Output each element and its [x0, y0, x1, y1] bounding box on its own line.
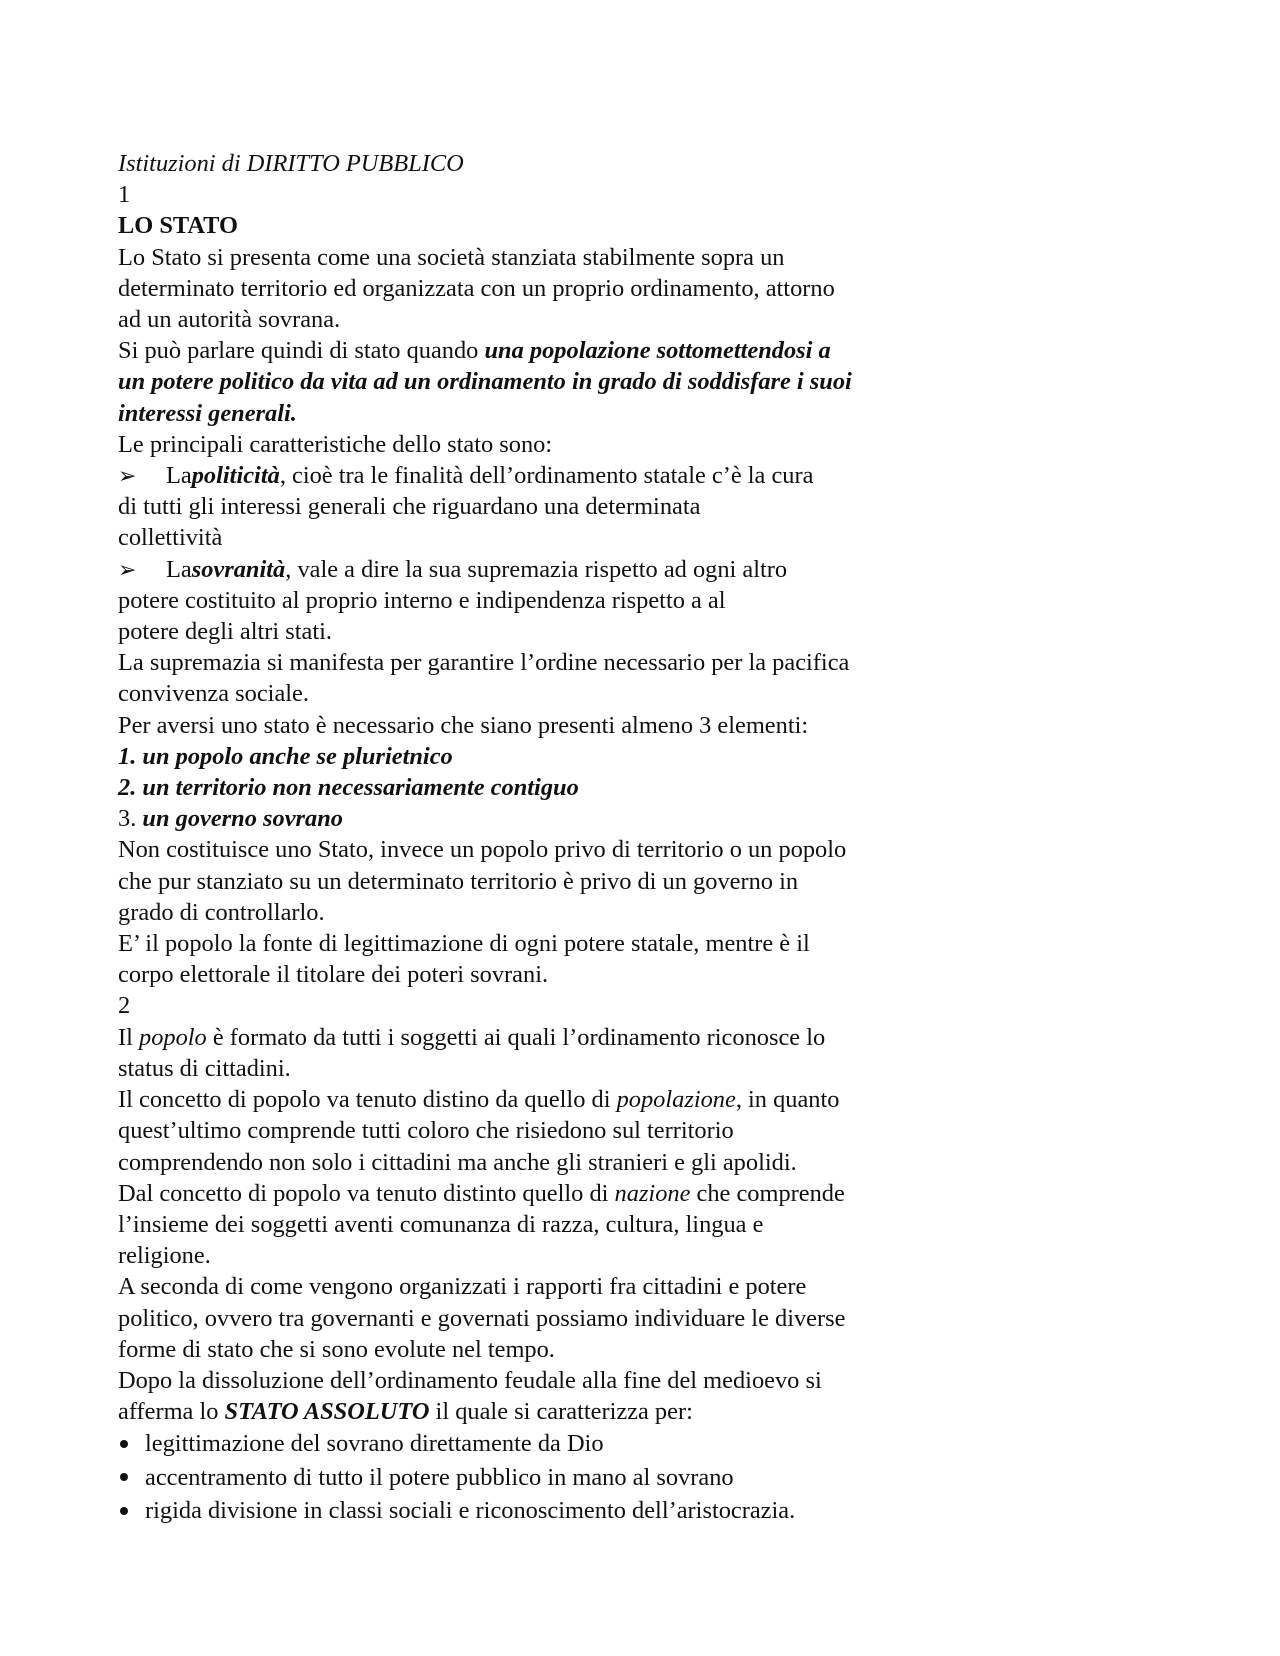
text-span: , vale a dire la sua supremazia rispetto ad ogni altro — [285, 555, 788, 583]
paragraph-definition — [118, 242, 948, 336]
arrow-bullet-icon: ➢ — [118, 463, 137, 489]
paragraph-popolo — [118, 1022, 948, 1084]
paragraph-elements-intro: Per aversi uno stato è necessario che siano presenti almeno 3 elementi: — [118, 711, 809, 739]
text-line: quest’ultimo comprende tutti coloro che risiedono sul territorio — [118, 1117, 734, 1145]
emphasis-line: interessi generali. — [118, 399, 297, 427]
document-body — [118, 148, 948, 1528]
absolute-state-features — [118, 1427, 948, 1527]
text-line — [118, 335, 948, 366]
list-item — [118, 1494, 948, 1527]
characteristic-politicita — [118, 460, 948, 554]
list-item — [118, 1427, 948, 1460]
term-sovranita: sovranità — [191, 555, 286, 583]
list-item-text: rigida divisione in classi sociali e riconoscimento dell’aristocrazia. — [145, 1497, 796, 1525]
page-number-2: 2 — [118, 992, 131, 1020]
text-line: A seconda di come vengono organizzati i rapporti fra cittadini e potere — [118, 1273, 807, 1301]
document-title: Istituzioni di DIRITTO PUBBLICO — [118, 150, 464, 177]
text-line: comprendendo non solo i cittadini ma anche gli stranieri e gli apolidi. — [118, 1148, 797, 1176]
text-line: forme di stato che si sono evolute nel tempo. — [118, 1335, 555, 1363]
paragraph-popolazione — [118, 1084, 948, 1178]
text-span: Dal concetto di popolo va tenuto distinto quello di — [118, 1179, 615, 1207]
paragraph-nazione — [118, 1178, 948, 1272]
bullet-dot-icon — [120, 1507, 128, 1515]
text-line: Non costituisce uno Stato, invece un popolo privo di territorio o un popolo — [118, 836, 847, 864]
term-politicita: politicità — [191, 462, 280, 490]
arrow-bullet-icon: ➢ — [118, 556, 137, 582]
text-line: politico, ovvero tra governanti e governati possiamo individuare le diverse — [118, 1304, 846, 1332]
term-nazione: nazione — [614, 1179, 691, 1207]
paragraph-forms-of-state — [118, 1271, 948, 1365]
text-span: La — [166, 462, 192, 490]
text-line: grado di controllarlo. — [118, 898, 325, 926]
text-span: Il — [118, 1023, 139, 1051]
text-line: di tutti gli interessi generali che riguardano una determinata — [118, 493, 701, 521]
bullet-dot-icon — [120, 1440, 128, 1448]
text-span: che comprende — [690, 1179, 845, 1207]
text-line: corpo elettorale il titolare dei poteri sovrani. — [118, 961, 549, 989]
emphasis-text: un governo sovrano — [142, 805, 343, 833]
text-line: convivenza sociale. — [118, 680, 309, 708]
text-span: è formato da tutti i soggetti ai quali l’ordinamento riconosce lo — [206, 1023, 826, 1051]
text-line: determinato territorio ed organizzata con un proprio ordinamento, attorno — [118, 274, 835, 302]
text-line: potere costituito al proprio interno e indipendenza rispetto a al — [118, 586, 726, 614]
list-item-text: accentramento di tutto il potere pubblico in mano al sovrano — [145, 1463, 734, 1491]
characteristic-sovranita — [118, 554, 948, 648]
text-line — [118, 1022, 948, 1053]
elements-list — [118, 741, 948, 835]
term-popolo: popolo — [139, 1023, 207, 1051]
text-span: , in quanto — [735, 1086, 840, 1114]
section-heading: LO STATO — [118, 212, 238, 240]
text-line: ad un autorità sovrana. — [118, 306, 341, 334]
text-line: status di cittadini. — [118, 1054, 291, 1082]
text-line: collettività — [118, 524, 223, 552]
term-stato-assoluto: STATO ASSOLUTO — [224, 1398, 430, 1426]
paragraph-absolute-state — [118, 1365, 948, 1427]
paragraph-not-a-state — [118, 834, 948, 928]
list-item — [118, 1461, 948, 1494]
element-item-2: 2. un territorio non necessariamente contiguo — [118, 774, 579, 802]
text-line: La supremazia si manifesta per garantire l’ordine necessario per la pacifica — [118, 649, 850, 677]
text-line: che pur stanziato su un determinato territorio è privo di un governo in — [118, 867, 799, 895]
paragraph-state-condition — [118, 335, 948, 429]
text-line — [118, 1396, 948, 1427]
list-item-text: legittimazione del sovrano direttamente da Dio — [145, 1430, 604, 1458]
text-line: Lo Stato si presenta come una società stanziata stabilmente sopra un — [118, 243, 785, 271]
paragraph-supremacy — [118, 647, 948, 709]
text-span: La — [166, 555, 192, 583]
paragraph-characteristics-intro: Le principali caratteristiche dello stato sono: — [118, 430, 553, 458]
text-span: afferma lo — [118, 1398, 225, 1426]
text-line — [118, 460, 948, 491]
text-line — [118, 1178, 948, 1209]
text-span: 3. — [118, 805, 143, 833]
text-line: potere degli altri stati. — [118, 618, 333, 646]
emphasis-text: una popolazione sottomettendosi a — [484, 337, 831, 365]
emphasis-line: un potere politico da vita ad un ordinamento in grado di soddisfare i suoi — [118, 368, 852, 396]
text-span: Si può parlare quindi di stato quando — [118, 337, 485, 365]
text-line: Dopo la dissoluzione dell’ordinamento feudale alla fine del medioevo si — [118, 1366, 822, 1394]
element-item-3 — [118, 803, 948, 834]
text-span: il quale si caratterizza per: — [429, 1398, 693, 1426]
bullet-dot-icon — [120, 1473, 128, 1481]
text-span: Il concetto di popolo va tenuto distino da quello di — [118, 1086, 617, 1114]
text-line: religione. — [118, 1242, 211, 1270]
text-line — [118, 554, 948, 585]
text-line: E’ il popolo la fonte di legittimazione di ogni potere statale, mentre è il — [118, 930, 810, 958]
text-line: l’insieme dei soggetti aventi comunanza di razza, cultura, lingua e — [118, 1210, 764, 1238]
text-line — [118, 1084, 948, 1115]
paragraph-legitimation — [118, 928, 948, 990]
page-number-1: 1 — [118, 181, 131, 209]
text-span: , cioè tra le finalità dell’ordinamento statale c’è la cura — [279, 462, 814, 490]
element-item-1: 1. un popolo anche se plurietnico — [118, 742, 453, 770]
term-popolazione: popolazione — [616, 1086, 736, 1114]
